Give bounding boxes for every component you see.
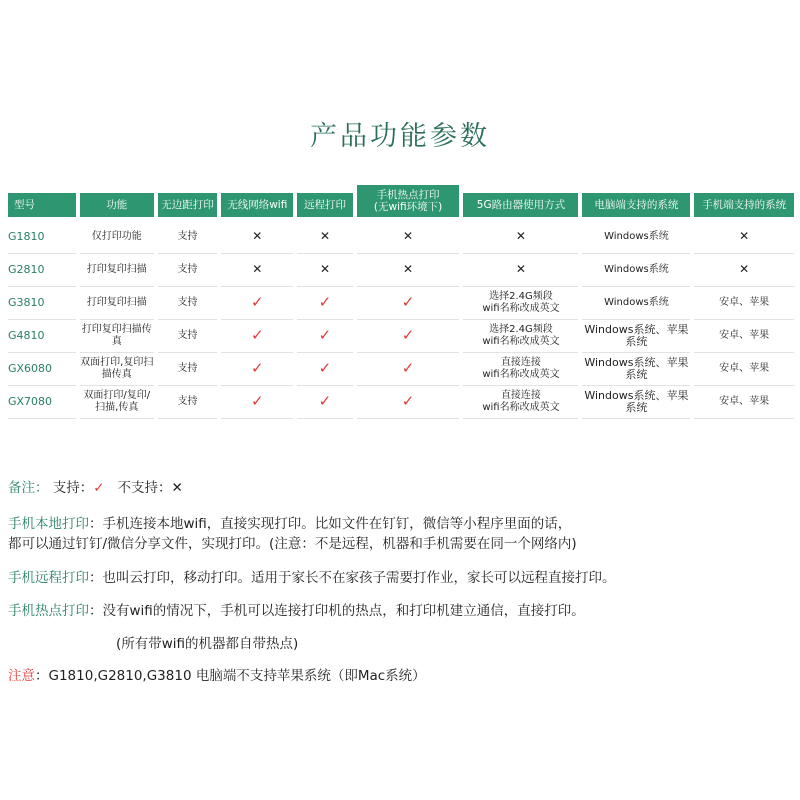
cell-remote <box>297 221 352 254</box>
cell-model: G3810 <box>8 287 76 320</box>
cross-icon: ✕ <box>515 229 526 243</box>
cell-function: 打印复印扫描 <box>80 254 154 287</box>
check-icon: ✓ <box>250 391 264 410</box>
note-hotspot-line <box>8 599 585 619</box>
cell-borderless: 支持 <box>158 287 218 320</box>
cell-model: G2810 <box>8 254 76 287</box>
cell-hotspot <box>357 287 460 320</box>
router-line1: 选择2.4G频段 <box>489 324 553 335</box>
cross-icon: ✕ <box>252 229 263 243</box>
cell-wifi <box>221 287 293 320</box>
cell-borderless: 支持 <box>158 320 218 353</box>
cross-icon: ✕ <box>319 229 330 243</box>
cell-function: 双面打印/复印/扫描,传真 <box>80 386 154 419</box>
legend-colon: ： <box>35 480 49 496</box>
cross-icon: ✕ <box>739 262 750 276</box>
header-router5g: 5G路由器使用方式 <box>463 193 578 217</box>
table-row <box>8 221 794 254</box>
header-model: 型号 <box>8 193 76 217</box>
cell-model: GX7080 <box>8 386 76 419</box>
check-icon: ✓ <box>401 325 415 344</box>
cell-router5g <box>463 320 578 353</box>
cell-remote <box>297 320 352 353</box>
cross-icon: ✕ <box>171 480 183 496</box>
check-icon: ✓ <box>318 292 332 311</box>
cell-wifi <box>221 221 293 254</box>
check-icon: ✓ <box>250 292 264 311</box>
cell-router5g <box>463 221 578 254</box>
note-warning-label: 注意 <box>8 668 35 684</box>
cell-function: 仅打印功能 <box>80 221 154 254</box>
cell-remote <box>297 254 352 287</box>
note-hotspot-sub: (所有带wifi的机器都自带热点) <box>116 636 299 652</box>
header-hotspot <box>357 189 460 217</box>
cell-pc-os: Windows系统、苹果系统 <box>582 386 690 419</box>
cell-borderless: 支持 <box>158 353 218 386</box>
cell-hotspot <box>357 221 460 254</box>
cell-pc-os: Windows系统 <box>582 287 690 320</box>
note-remote-label: 手机远程打印 <box>8 570 89 586</box>
check-icon: ✓ <box>401 358 415 377</box>
check-icon: ✓ <box>318 358 332 377</box>
check-icon: ✓ <box>401 292 415 311</box>
cross-icon: ✕ <box>252 262 263 276</box>
cell-borderless: 支持 <box>158 386 218 419</box>
table-row <box>8 353 794 386</box>
cell-model: G4810 <box>8 320 76 353</box>
cell-hotspot <box>357 254 460 287</box>
header-phone-os: 手机端支持的系统 <box>694 193 794 217</box>
cell-phone-os: 安卓、苹果 <box>694 287 794 320</box>
table-row <box>8 320 794 353</box>
router-line2: wifi名称改成英文 <box>482 402 560 413</box>
header-wireless: 无线网络wifi <box>221 193 293 217</box>
cell-model: G1810 <box>8 221 76 254</box>
cell-router5g <box>463 287 578 320</box>
note-local-line2: 都可以通过钉钉/微信分享文件，实现打印。(注意：不是远程，机器和手机需要在同一个网络内) <box>8 536 577 552</box>
note-warning-line <box>8 664 426 684</box>
table-row <box>8 386 794 419</box>
note-hotspot-text: ：没有wifi的情况下，手机可以连接打印机的热点，和打印机建立通信，直接打印。 <box>89 603 585 619</box>
note-local-line1 <box>8 512 571 532</box>
cell-hotspot <box>357 386 460 419</box>
cell-remote <box>297 287 352 320</box>
router-line1: 选择2.4G频段 <box>489 291 553 302</box>
table-row <box>8 287 794 320</box>
cell-wifi <box>221 254 293 287</box>
legend-not-support: 不支持： <box>117 480 172 496</box>
cell-phone-os: 安卓、苹果 <box>694 353 794 386</box>
cell-phone-os <box>694 221 794 254</box>
cell-wifi <box>221 353 293 386</box>
check-icon: ✓ <box>401 391 415 410</box>
page-title: 产品功能参数 <box>310 121 490 152</box>
header-borderless: 无边距打印 <box>158 193 218 217</box>
cell-phone-os: 安卓、苹果 <box>694 386 794 419</box>
note-local-label: 手机本地打印 <box>8 516 89 532</box>
cell-borderless: 支持 <box>158 221 218 254</box>
note-local-text1: ：手机连接本地wifi，直接实现打印。比如文件在钉钉，微信等小程序里面的话， <box>89 516 572 532</box>
check-icon: ✓ <box>250 358 264 377</box>
cell-pc-os: Windows系统、苹果系统 <box>582 320 690 353</box>
router-line1: 直接连接 <box>500 390 541 401</box>
router-line2: wifi名称改成英文 <box>482 303 560 314</box>
check-icon: ✓ <box>93 480 105 496</box>
cell-model: GX6080 <box>8 353 76 386</box>
check-icon: ✓ <box>318 391 332 410</box>
cell-hotspot <box>357 320 460 353</box>
cell-wifi <box>221 320 293 353</box>
header-hotspot-line1: 手机热点打印 <box>376 189 440 201</box>
header-remote: 远程打印 <box>297 193 352 217</box>
cross-icon: ✕ <box>319 262 330 276</box>
spec-table <box>4 189 798 419</box>
check-icon: ✓ <box>250 325 264 344</box>
router-line2: wifi名称改成英文 <box>482 336 560 347</box>
cross-icon: ✕ <box>515 262 526 276</box>
legend-support: 支持： <box>52 480 94 496</box>
cell-phone-os <box>694 254 794 287</box>
header-function: 功能 <box>80 193 154 217</box>
cell-router5g <box>463 353 578 386</box>
cross-icon: ✕ <box>403 262 414 276</box>
cross-icon: ✕ <box>739 229 750 243</box>
table-row <box>8 254 794 287</box>
cell-remote <box>297 353 352 386</box>
cell-pc-os: Windows系统、苹果系统 <box>582 353 690 386</box>
cell-function: 打印复印扫描传真 <box>80 320 154 353</box>
cell-function: 双面打印,复印扫描传真 <box>80 353 154 386</box>
legend-line <box>8 476 183 496</box>
cell-pc-os: Windows系统 <box>582 221 690 254</box>
cell-borderless: 支持 <box>158 254 218 287</box>
header-hotspot-line2: (无wifi环境下) <box>373 201 443 213</box>
cell-wifi <box>221 386 293 419</box>
cell-hotspot <box>357 353 460 386</box>
cell-router5g <box>463 386 578 419</box>
cell-phone-os: 安卓、苹果 <box>694 320 794 353</box>
note-hotspot-label: 手机热点打印 <box>8 603 89 619</box>
cell-router5g <box>463 254 578 287</box>
header-pc-os: 电脑端支持的系统 <box>582 193 690 217</box>
note-remote-text: ：也叫云打印，移动打印。适用于家长不在家孩子需要打作业，家长可以远程直接打印。 <box>89 570 616 586</box>
legend-label: 备注 <box>8 480 35 496</box>
router-line1: 直接连接 <box>500 357 541 368</box>
router-line2: wifi名称改成英文 <box>482 369 560 380</box>
note-remote-line <box>8 566 616 586</box>
check-icon: ✓ <box>318 325 332 344</box>
cross-icon: ✕ <box>403 229 414 243</box>
table-header-row <box>8 193 794 217</box>
cell-remote <box>297 386 352 419</box>
note-warning-text: ：G1810,G2810,G3810 电脑端不支持苹果系统（即Mac系统） <box>35 668 426 684</box>
cell-function: 打印复印扫描 <box>80 287 154 320</box>
cell-pc-os: Windows系统 <box>582 254 690 287</box>
